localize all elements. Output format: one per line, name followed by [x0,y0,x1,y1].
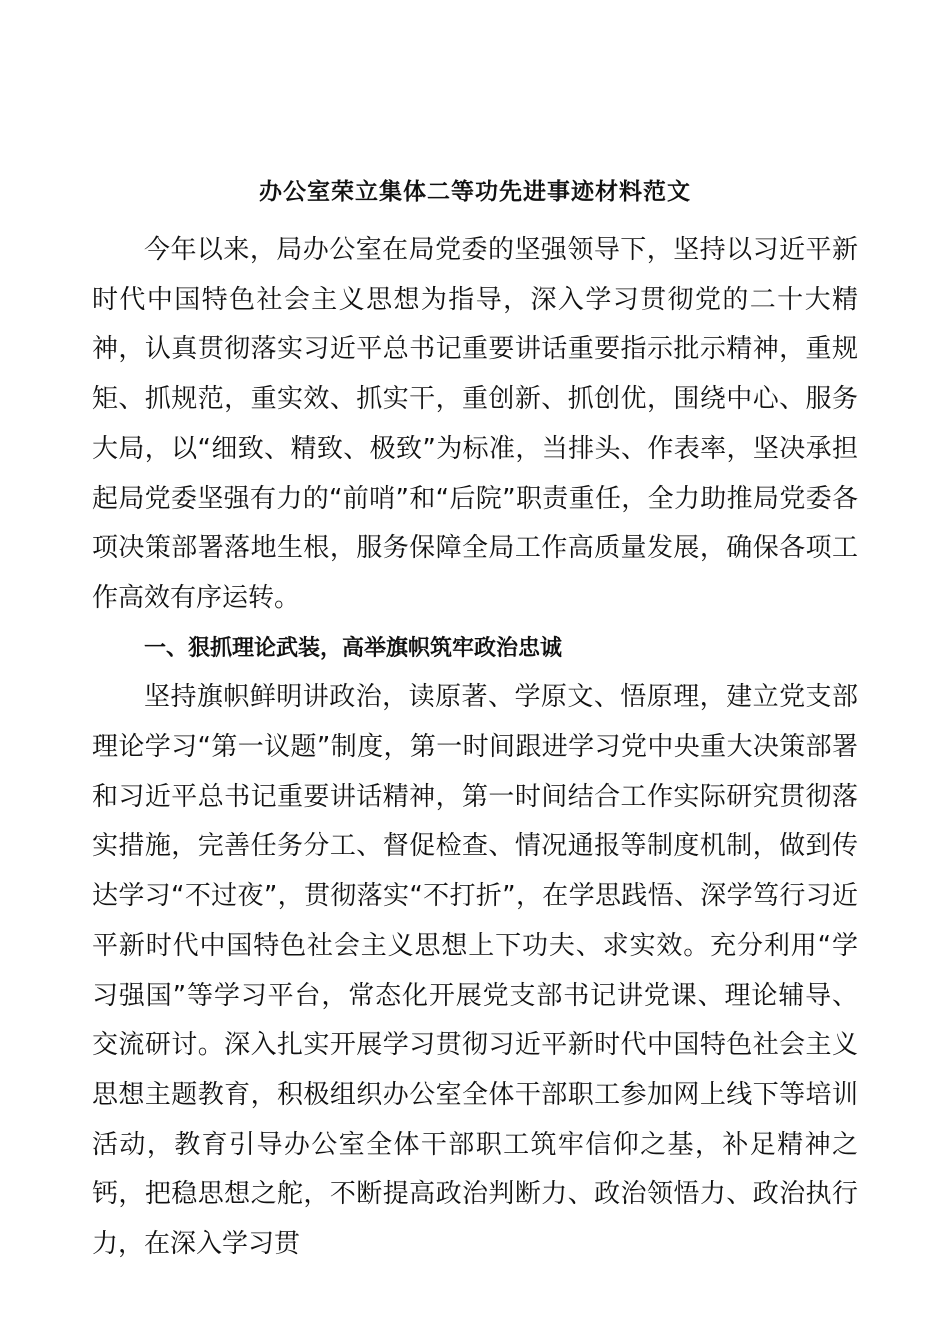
section-heading-1: 一、狠抓理论武装，高举旗帜筑牢政治忠诚 [144,635,563,661]
paragraph-intro: 今年以来，局办公室在局党委的坚强领导下，坚持以习近平新时代中国特色社会主义思想为指导，深入学习贯彻党的二十大精神，认真贯彻落实习近平总书记重要讲话重要指示批示精神，重规矩、抓规范，重实效、抓实干，重创新、抓创优，围绕中心、服务大局，以“细致、精致、极致”为标准，当排头、作表率，坚决承担起局党委坚强有力的“前哨”和“后院”职责重任，全力助推局党委各项决策部署落地生根，服务保障全局工作高质量发展，确保各项工作高效有序运转。 [92,235,858,613]
document-title: 办公室荣立集体二等功先进事迹材料范文 [259,179,691,205]
paragraph-section-1: 坚持旗帜鲜明讲政治，读原著、学原文、悟原理，建立党支部理论学习“第一议题”制度，第一时间跟进学习党中央重大决策部署和习近平总书记重要讲话精神，第一时间结合工作实际研究贯彻落实措施，完善任务分工、督促检查、情况通报等制度机制，做到传达学习“不过夜”，贯彻落实“不打折”，在学思践悟、深学笃行习近平新时代中国特色社会主义思想上下功夫、求实效。充分利用“学习强国”等学习平台，常态化开展党支部书记讲党课、理论辅导、交流研讨。深入扎实开展学习贯彻习近平新时代中国特色社会主义思想主题教育，积极组织办公室全体干部职工参加网上线下等培训活动，教育引导办公室全体干部职工筑牢信仰之基，补足精神之钙，把稳思想之舵，不断提高政治判断力、政治领悟力、政治执行力，在深入学习贯 [92,682,858,1260]
document-page [92,172,858,1270]
